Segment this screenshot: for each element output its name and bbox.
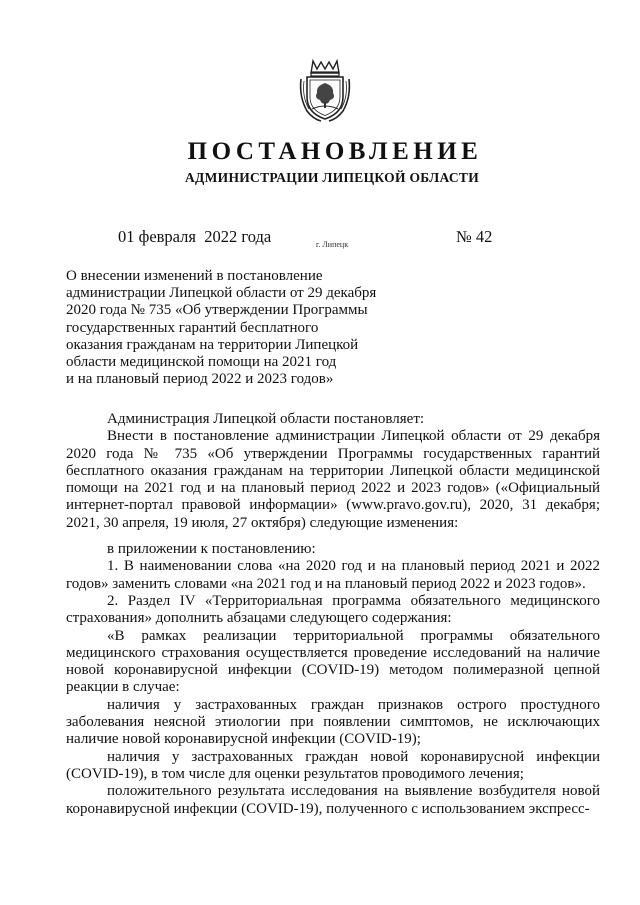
paragraph: наличия у застрахованных граждан признаков острого простудного заболевания неясной этиологии при появлении симптомов, не исключающих наличие новой коронавирусной инфекции (COVID-19); (66, 696, 600, 748)
paragraph: Внести в постановление администрации Липецкой области от 29 декабря 2020 года № 735 «Об утверждении Программы государственных гарантий бесплатного оказания гражданам на территории Липецкой области медицинской помощи на 2021 год и на плановый период 2022 и 2023 годов» («Официальный интернет-портал правовой информации» (www.pravo.gov.ru), 2020, 31 декабря; 2021, 30 апреля, 19 июля, 27 октября) следующие изменения: (66, 428, 600, 531)
paragraph: «В рамках реализации территориальной программы обязательного медицинского страхования осуществляется проведение исследований на наличие новой коронавирусной инфекции (COVID-19) методом полимеразной цепной реакции в случае: (66, 627, 600, 696)
document-number: № 42 (456, 227, 493, 246)
document-subject (66, 268, 406, 388)
document-date: 01 февраля 2022 года (118, 227, 272, 246)
paragraph: наличия у застрахованных граждан новой коронавирусной инфекции (COVID-19), в том числе для оценки результатов проводимого лечения; (66, 748, 600, 782)
paragraph: Администрация Липецкой области постановляет: (107, 411, 425, 427)
subject-line: администрации Липецкой области от 29 декабря (66, 285, 377, 302)
document-city: г. Липецк (316, 240, 349, 249)
paragraph: 2. Раздел IV «Территориальная программа обязательного медицинского страхования» дополнить абзацами следующего содержания: (66, 592, 600, 627)
paragraph: 1. В наименовании слова «на 2020 год и на плановый период 2021 и 2022 годов» заменить словами «на 2021 год и на плановый период 2022 и 2023 годов». (66, 558, 600, 592)
paragraph: положительного результата исследования на выявление возбудителя новой коронавирусной инфекции (COVID-19), полученного с использованием экспресс- (66, 783, 600, 817)
document-title: ПОСТАНОВЛЕНИЕ (187, 138, 483, 165)
subject-line: и на плановый период 2022 и 2023 годов» (66, 371, 334, 388)
document-subtitle: АДМИНИСТРАЦИИ ЛИПЕЦКОЙ ОБЛАСТИ (184, 170, 480, 185)
subject-line: О внесении изменений в постановление (66, 268, 323, 284)
subject-line: государственных гарантий бесплатного (66, 319, 319, 336)
subject-line: 2020 года № 735 «Об утверждении Программы (66, 302, 368, 319)
paragraph: в приложении к постановлению: (107, 541, 316, 558)
coat-of-arms-icon (297, 57, 353, 123)
subject-line: области медицинской помощи на 2021 год (66, 354, 337, 371)
subject-line: оказания гражданам на территории Липецкой (66, 336, 359, 353)
document-body (66, 411, 600, 818)
